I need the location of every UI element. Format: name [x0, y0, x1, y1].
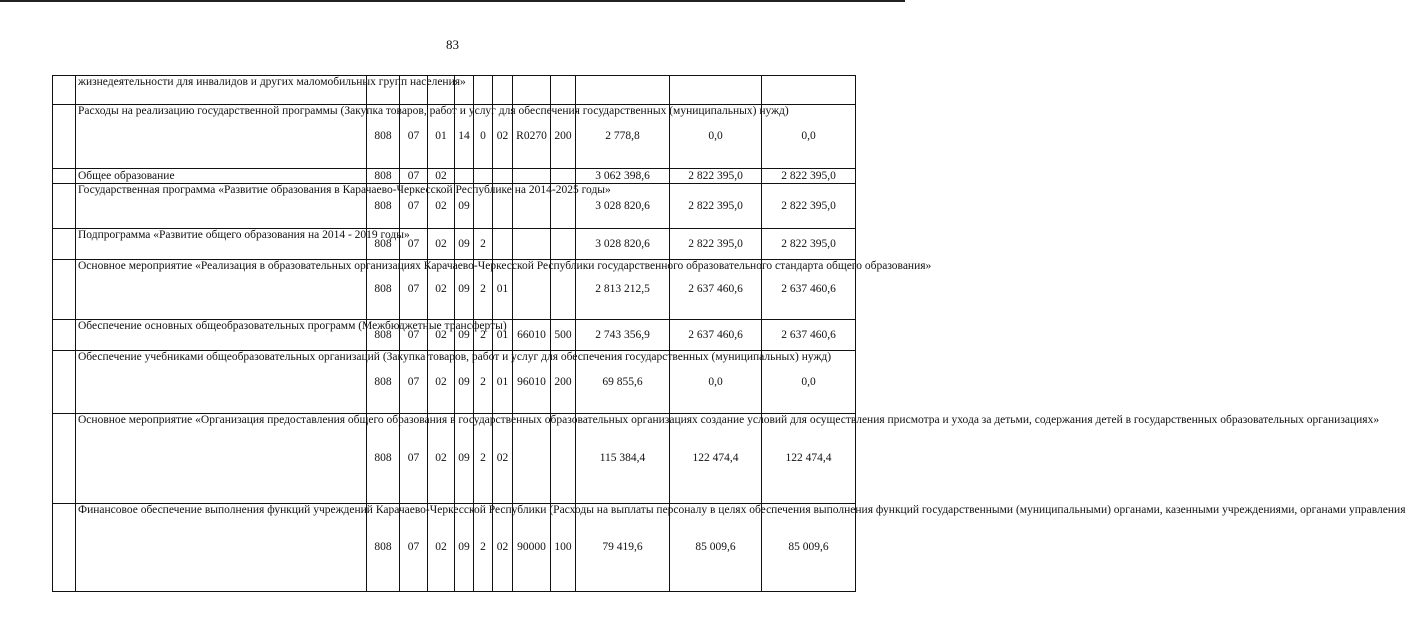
section-code-cell: 07 — [400, 320, 428, 351]
amount-year2-cell: 2 637 460,6 — [670, 260, 762, 320]
amount-year1-cell: 3 028 820,6 — [576, 229, 670, 260]
table-row — [53, 105, 856, 169]
amount-year3-cell — [762, 76, 856, 105]
ministry-code-cell: 808 — [367, 260, 400, 320]
section-code-cell: 07 — [400, 351, 428, 414]
program-code-cell: 09 — [455, 414, 474, 504]
main-event-code-cell: 01 — [493, 260, 513, 320]
row-margin-cell — [53, 504, 76, 592]
ministry-code-cell: 808 — [367, 105, 400, 169]
subsection-code-cell: 02 — [428, 320, 455, 351]
table-row — [53, 504, 856, 592]
direction-code-cell — [513, 229, 551, 260]
direction-code-cell: 66010 — [513, 320, 551, 351]
row-name-cell: Государственная программа «Развитие образования в Карачаево-Черкесской Республике на 2014-2025 годы» — [76, 184, 367, 229]
amount-year2-cell: 2 822 395,0 — [670, 229, 762, 260]
ministry-code-cell: 808 — [367, 320, 400, 351]
ministry-code-cell: 808 — [367, 229, 400, 260]
ministry-code-cell: 808 — [367, 184, 400, 229]
amount-year3-cell: 2 822 395,0 — [762, 169, 856, 184]
direction-code-cell: R0270 — [513, 105, 551, 169]
direction-code-cell — [513, 414, 551, 504]
row-margin-cell — [53, 184, 76, 229]
amount-year2-cell: 2 637 460,6 — [670, 320, 762, 351]
section-code-cell: 07 — [400, 504, 428, 592]
program-code-cell: 14 — [455, 105, 474, 169]
expense-type-cell: 100 — [551, 504, 576, 592]
direction-code-cell — [513, 169, 551, 184]
row-name-cell: Обеспечение учебниками общеобразовательных организаций (Закупка товаров, работ и услуг для обеспечения государственных (муниципальных) нужд) — [76, 351, 367, 414]
amount-year2-cell: 122 474,4 — [670, 414, 762, 504]
main-event-code-cell: 01 — [493, 351, 513, 414]
amount-year1-cell: 3 062 398,6 — [576, 169, 670, 184]
subprogram-code-cell — [474, 76, 493, 105]
amount-year2-cell: 0,0 — [670, 351, 762, 414]
section-code-cell: 07 — [400, 414, 428, 504]
ministry-code-cell: 808 — [367, 414, 400, 504]
row-name-cell: Финансовое обеспечение выполнения функций учреждений Карачаево-Черкесской Республики (Расходы на выплаты персоналу в целях обеспечения выполнения функций государственными (муниципальными) органами, казенными учреждениями, органами управления — [76, 504, 367, 592]
row-name-cell: Основное мероприятие «Организация предоставления общего образования в государственных образовательных организациях создание условий для осуществления присмотра и ухода за детьми, содержания детей в государственных образовательных организациях» — [76, 414, 367, 504]
amount-year3-cell: 0,0 — [762, 351, 856, 414]
program-code-cell: 09 — [455, 351, 474, 414]
subsection-code-cell: 02 — [428, 229, 455, 260]
program-code-cell: 09 — [455, 184, 474, 229]
main-event-code-cell — [493, 229, 513, 260]
table-row — [53, 351, 856, 414]
program-code-cell — [455, 169, 474, 184]
expense-type-cell: 200 — [551, 351, 576, 414]
table-row — [53, 414, 856, 504]
section-code-cell: 07 — [400, 169, 428, 184]
amount-year1-cell: 79 419,6 — [576, 504, 670, 592]
subsection-code-cell: 01 — [428, 105, 455, 169]
amount-year2-cell: 2 822 395,0 — [670, 184, 762, 229]
table-row — [53, 169, 856, 184]
row-name-cell: Обеспечение основных общеобразовательных программ (Межбюджетные трансферты) — [76, 320, 367, 351]
program-code-cell: 09 — [455, 260, 474, 320]
direction-code-cell: 96010 — [513, 351, 551, 414]
ministry-code-cell: 808 — [367, 351, 400, 414]
subprogram-code-cell: 2 — [474, 504, 493, 592]
ministry-code-cell: 808 — [367, 504, 400, 592]
amount-year3-cell: 0,0 — [762, 105, 856, 169]
subsection-code-cell: 02 — [428, 414, 455, 504]
row-name-cell: Подпрограмма «Развитие общего образования на 2014 - 2019 годы» — [76, 229, 367, 260]
main-event-code-cell — [493, 169, 513, 184]
row-name-cell: Общее образование — [76, 169, 367, 184]
table-row — [53, 229, 856, 260]
table-row — [53, 320, 856, 351]
amount-year1-cell: 115 384,4 — [576, 414, 670, 504]
expense-type-cell: 500 — [551, 320, 576, 351]
row-name-cell: Расходы на реализацию государственной программы (Закупка товаров, работ и услуг для обеспечения государственных (муниципальных) нужд) — [76, 105, 367, 169]
program-code-cell: 09 — [455, 504, 474, 592]
row-name-cell: жизнедеятельности для инвалидов и других маломобильных групп населения» — [76, 76, 367, 105]
amount-year3-cell: 2 637 460,6 — [762, 320, 856, 351]
direction-code-cell — [513, 76, 551, 105]
main-event-code-cell: 01 — [493, 320, 513, 351]
expense-type-cell — [551, 76, 576, 105]
expense-type-cell: 200 — [551, 105, 576, 169]
amount-year1-cell: 2 813 212,5 — [576, 260, 670, 320]
subprogram-code-cell: 2 — [474, 320, 493, 351]
subprogram-code-cell: 2 — [474, 229, 493, 260]
expense-type-cell — [551, 229, 576, 260]
subprogram-code-cell: 0 — [474, 105, 493, 169]
amount-year3-cell: 2 822 395,0 — [762, 184, 856, 229]
section-code-cell: 07 — [400, 184, 428, 229]
expense-type-cell — [551, 414, 576, 504]
row-margin-cell — [53, 169, 76, 184]
main-event-code-cell — [493, 76, 513, 105]
subsection-code-cell: 02 — [428, 260, 455, 320]
table-row — [53, 184, 856, 229]
budget-table — [52, 75, 1406, 592]
amount-year1-cell: 2 778,8 — [576, 105, 670, 169]
amount-year1-cell: 69 855,6 — [576, 351, 670, 414]
row-margin-cell — [53, 260, 76, 320]
main-event-code-cell: 02 — [493, 414, 513, 504]
section-code-cell: 07 — [400, 260, 428, 320]
amount-year1-cell: 3 028 820,6 — [576, 184, 670, 229]
page-number: 83 — [446, 37, 459, 52]
row-margin-cell — [53, 229, 76, 260]
row-margin-cell — [53, 76, 76, 105]
subsection-code-cell: 02 — [428, 169, 455, 184]
row-margin-cell — [53, 320, 76, 351]
amount-year1-cell: 2 743 356,9 — [576, 320, 670, 351]
row-margin-cell — [53, 414, 76, 504]
ministry-code-cell: 808 — [367, 169, 400, 184]
subsection-code-cell: 02 — [428, 184, 455, 229]
amount-year3-cell: 85 009,6 — [762, 504, 856, 592]
row-margin-cell — [53, 105, 76, 169]
amount-year2-cell: 2 822 395,0 — [670, 169, 762, 184]
amount-year3-cell: 2 637 460,6 — [762, 260, 856, 320]
amount-year2-cell — [670, 76, 762, 105]
subprogram-code-cell: 2 — [474, 260, 493, 320]
table-row — [53, 260, 856, 320]
subprogram-code-cell: 2 — [474, 351, 493, 414]
amount-year3-cell: 122 474,4 — [762, 414, 856, 504]
main-event-code-cell: 02 — [493, 105, 513, 169]
expense-type-cell — [551, 169, 576, 184]
table-body — [53, 76, 1406, 592]
subprogram-code-cell: 2 — [474, 414, 493, 504]
amount-year2-cell: 85 009,6 — [670, 504, 762, 592]
scan-edge-line — [0, 0, 905, 2]
main-event-code-cell: 02 — [493, 504, 513, 592]
amount-year1-cell — [576, 76, 670, 105]
section-code-cell: 07 — [400, 229, 428, 260]
amount-year2-cell: 0,0 — [670, 105, 762, 169]
row-name-cell: Основное мероприятие «Реализация в образовательных организациях Карачаево-Черкесской Республики государственного образовательного стандарта общего образования» — [76, 260, 367, 320]
program-code-cell: 09 — [455, 229, 474, 260]
direction-code-cell: 90000 — [513, 504, 551, 592]
program-code-cell: 09 — [455, 320, 474, 351]
section-code-cell: 07 — [400, 105, 428, 169]
subsection-code-cell: 02 — [428, 504, 455, 592]
subprogram-code-cell — [474, 169, 493, 184]
row-margin-cell — [53, 351, 76, 414]
amount-year3-cell: 2 822 395,0 — [762, 229, 856, 260]
table-row — [53, 76, 856, 105]
subsection-code-cell: 02 — [428, 351, 455, 414]
